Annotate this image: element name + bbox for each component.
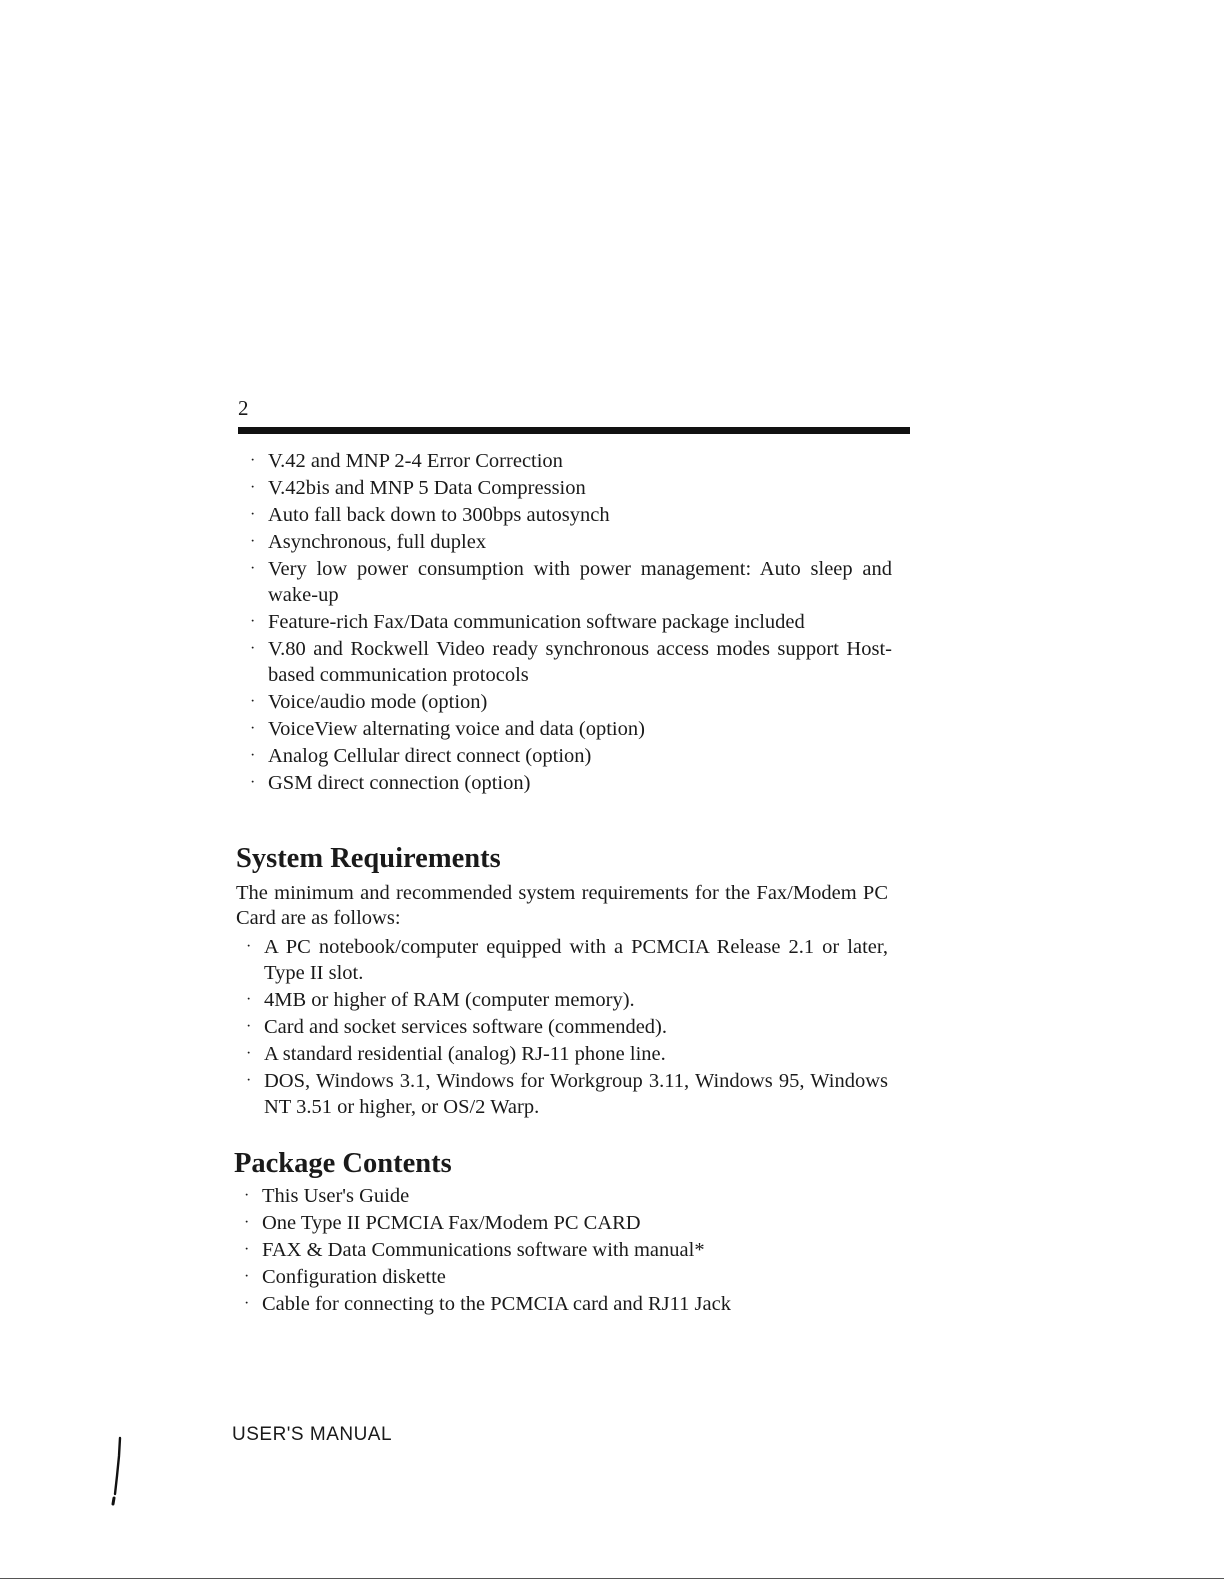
list-item [242, 636, 892, 688]
list-item [242, 689, 892, 715]
list-item-text: Card and socket services software (commended). [264, 1016, 668, 1038]
list-item [242, 716, 892, 742]
header-rule [238, 427, 910, 434]
bullet-icon: · [250, 533, 256, 550]
bullet-icon: · [250, 479, 256, 496]
bullet-icon: · [244, 1295, 250, 1312]
bullet-icon: · [244, 1241, 250, 1258]
bullet-icon: · [250, 640, 256, 657]
system-requirements-intro: The minimum and recommended system requirements for the Fax/Modem PC Card are as follows: [236, 882, 888, 929]
system-requirements-list [238, 934, 888, 1121]
bullet-icon: · [244, 1187, 250, 1204]
bullet-icon: · [250, 747, 256, 764]
bullet-icon: · [244, 1268, 250, 1285]
list-item [236, 1210, 876, 1236]
list-item-text: A PC notebook/computer equipped with a PCMCIA Release 2.1 or later, Type II slot. [264, 936, 888, 984]
package-contents-list [236, 1183, 876, 1318]
list-item [236, 1237, 876, 1263]
list-item-text: GSM direct connection (option) [268, 772, 531, 794]
list-item [242, 556, 892, 608]
bullet-icon: · [246, 1018, 252, 1035]
list-item [238, 1068, 888, 1120]
bullet-icon: · [250, 506, 256, 523]
bullet-icon: · [246, 938, 252, 955]
page-number: 2 [238, 396, 249, 420]
list-item-text: Voice/audio mode (option) [268, 691, 488, 713]
list-item-text: Auto fall back down to 300bps autosynch [268, 504, 610, 526]
list-item-text: VoiceView alternating voice and data (option) [268, 718, 645, 740]
list-item-text: Cable for connecting to the PCMCIA card and RJ11 Jack [262, 1293, 731, 1315]
list-item-text: FAX & Data Communications software with manual* [262, 1239, 705, 1261]
list-item-text: One Type II PCMCIA Fax/Modem PC CARD [262, 1212, 641, 1234]
list-item [236, 1183, 876, 1209]
list-item [238, 934, 888, 986]
list-item-text: Very low power consumption with power management: Auto sleep and wake-up [268, 558, 892, 606]
list-item [242, 448, 892, 474]
package-contents-heading: Package Contents [234, 1148, 452, 1179]
list-item [242, 475, 892, 501]
bullet-icon: · [250, 560, 256, 577]
bullet-icon: · [250, 613, 256, 630]
list-item-text: V.42 and MNP 2-4 Error Correction [268, 450, 563, 472]
list-item-text: Feature-rich Fax/Data communication software package included [268, 611, 805, 633]
list-item [238, 1014, 888, 1040]
list-item-text: This User's Guide [262, 1185, 410, 1207]
bullet-icon: · [246, 991, 252, 1008]
list-item [242, 502, 892, 528]
list-item [236, 1264, 876, 1290]
bullet-icon: · [250, 693, 256, 710]
list-item [238, 1041, 888, 1067]
list-item [242, 743, 892, 769]
list-item-text: DOS, Windows 3.1, Windows for Workgroup 3.11, Windows 95, Windows NT 3.51 or higher, or OS/2 Warp. [264, 1070, 888, 1118]
list-item [238, 987, 888, 1013]
list-item-text: Analog Cellular direct connect (option) [268, 745, 592, 767]
footer-text: USER'S MANUAL [232, 1424, 393, 1445]
list-item-text: A standard residential (analog) RJ-11 phone line. [264, 1043, 666, 1065]
list-item-text: Configuration diskette [262, 1266, 446, 1288]
bullet-icon: · [250, 774, 256, 791]
list-item-text: V.42bis and MNP 5 Data Compression [268, 477, 586, 499]
list-item-text: V.80 and Rockwell Video ready synchronous access modes support Host-based communication protocols [268, 638, 892, 686]
bullet-icon: · [250, 452, 256, 469]
list-item [242, 529, 892, 555]
list-item-text: 4MB or higher of RAM (computer memory). [264, 989, 635, 1011]
bullet-icon: · [250, 720, 256, 737]
list-item [242, 609, 892, 635]
list-item [236, 1291, 876, 1317]
pen-mark-icon [108, 1436, 128, 1506]
features-list [242, 448, 892, 797]
bottom-rule [0, 1578, 1224, 1579]
list-item [242, 770, 892, 796]
bullet-icon: · [246, 1045, 252, 1062]
bullet-icon: · [244, 1214, 250, 1231]
bullet-icon: · [246, 1072, 252, 1089]
system-requirements-heading: System Requirements [236, 843, 501, 874]
list-item-text: Asynchronous, full duplex [268, 531, 487, 553]
